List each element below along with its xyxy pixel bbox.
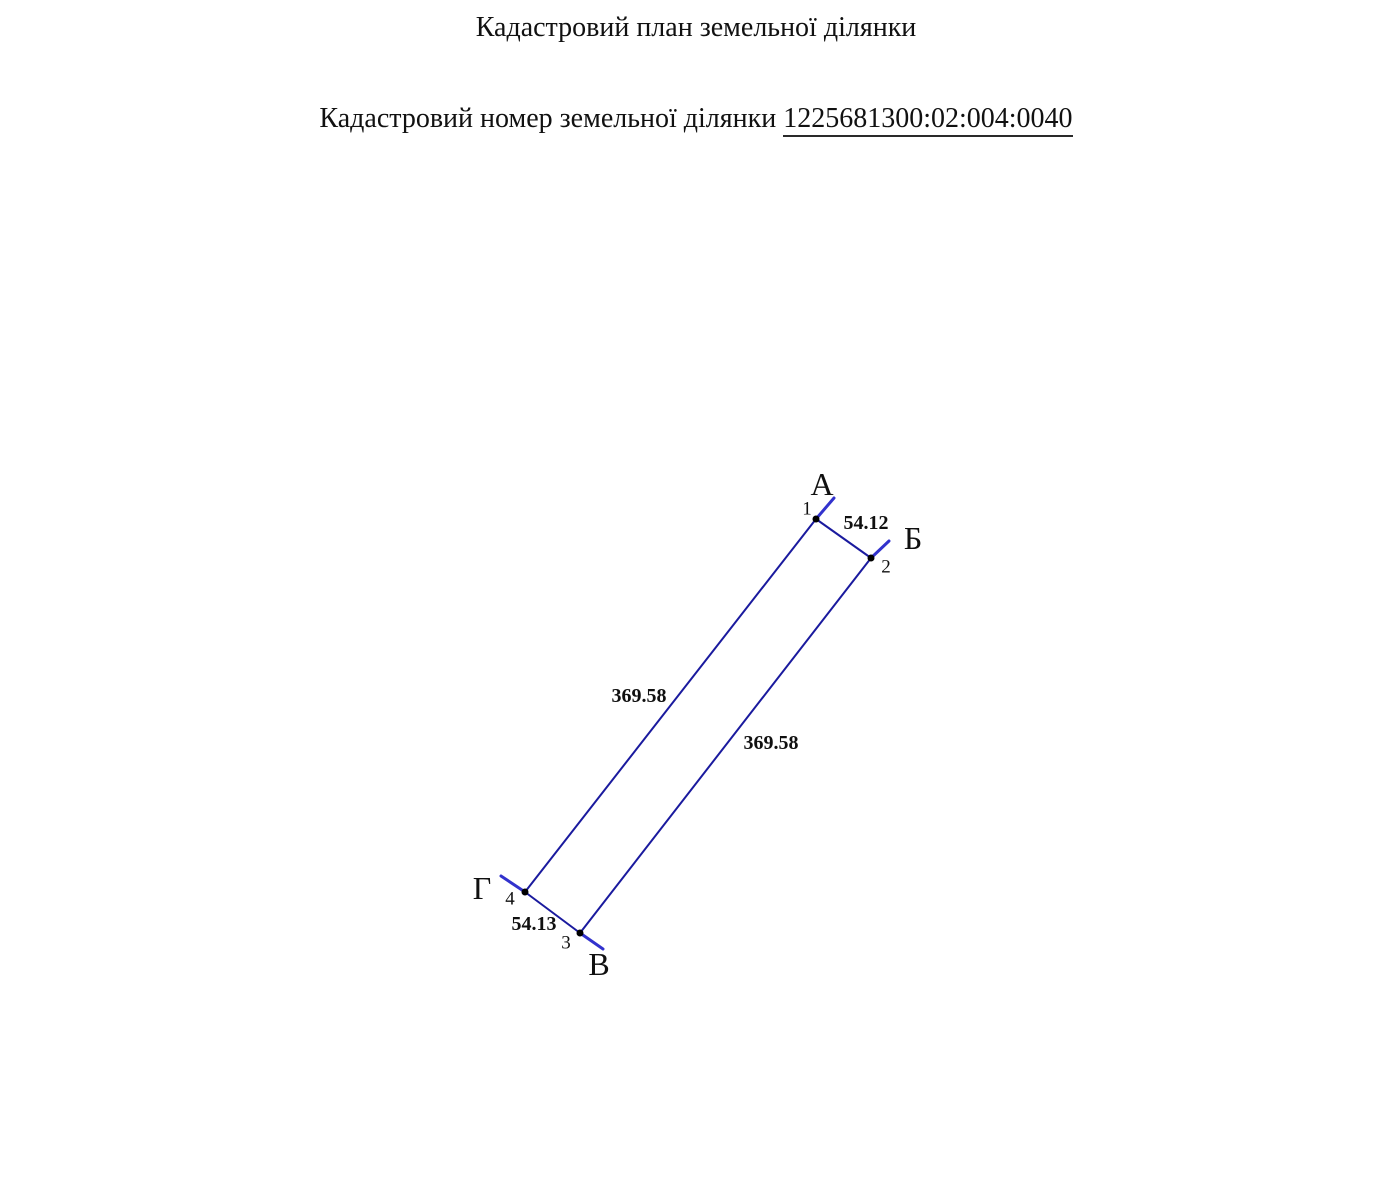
- point-number-4: 4: [505, 888, 515, 910]
- point-number-1: 1: [802, 498, 812, 520]
- point-number-3: 3: [561, 932, 571, 954]
- corner-letter-v: В: [588, 946, 610, 982]
- corner-letter-g: Г: [472, 870, 492, 906]
- side-line-4-1: [525, 519, 816, 892]
- side-length-left: 369.58: [611, 685, 667, 707]
- vertex-dot-2: [868, 555, 875, 562]
- side-length-top: 54.12: [843, 512, 889, 534]
- corner-letter-b: Б: [903, 520, 923, 556]
- point-number-2: 2: [881, 556, 891, 578]
- vertex-dot-1: [813, 516, 820, 523]
- side-length-right: 369.58: [743, 732, 799, 754]
- cadastral-number-value: 1225681300:02:004:0040: [783, 103, 1072, 137]
- cadastral-number-label: Кадастровий номер земельної ділянки: [319, 103, 777, 134]
- corner-letter-a: А: [810, 466, 834, 502]
- side-length-bottom: 54.13: [511, 913, 557, 935]
- page-title: Кадастровий план земельної ділянки: [475, 12, 917, 43]
- vertex-dot-3: [577, 930, 584, 937]
- vertex-dot-4: [522, 889, 529, 896]
- side-line-2-3: [580, 558, 871, 933]
- boundary-tick-vertex-2: [871, 541, 889, 558]
